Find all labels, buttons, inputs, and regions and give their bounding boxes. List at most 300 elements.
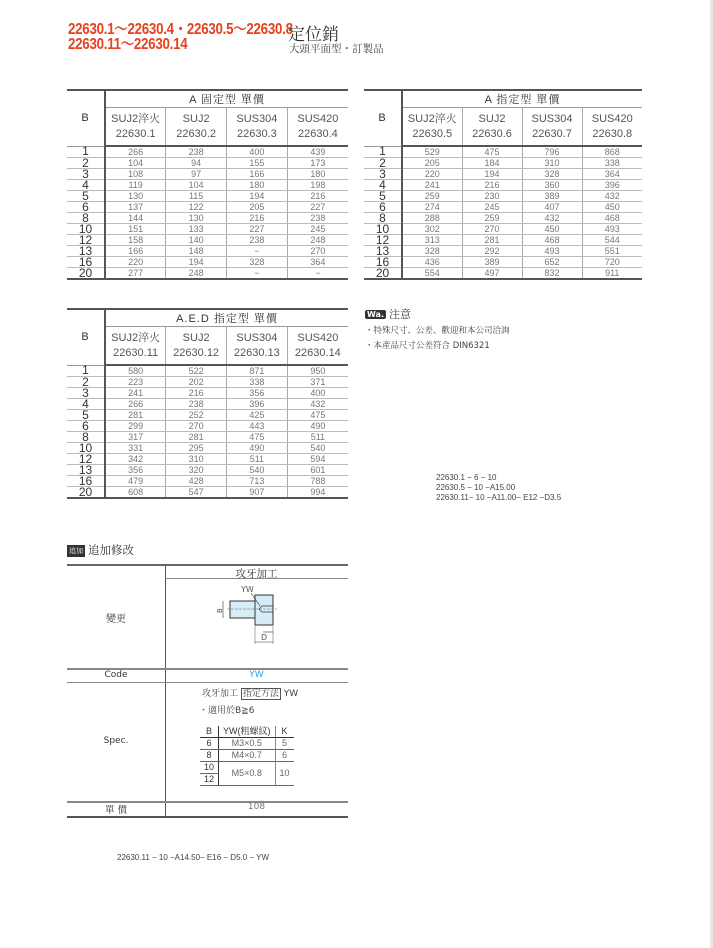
yw-cell: M3×0.5 [219,738,276,750]
price-cell: 796 [522,146,582,158]
price-cell: 468 [522,235,582,246]
table-row [67,202,348,213]
table-row [364,213,642,224]
addon-table [67,564,348,818]
price-cell: 788 [287,476,348,487]
column-header [227,327,288,366]
divider [165,566,166,816]
price-table-a-specified [364,89,642,280]
b-size: 12 [67,454,105,465]
price-cell: 432 [287,399,348,410]
b-size: 6 [364,202,402,213]
b-size: 2 [67,158,105,169]
price-cell: 371 [287,377,348,388]
price-cell: 299 [105,421,166,432]
part-code: 22630.11 [113,346,159,359]
b-size: 20 [67,268,105,280]
b-size: 5 [67,191,105,202]
b-size: 2 [67,377,105,388]
price-cell: 338 [582,158,642,169]
price-cell: 151 [105,224,166,235]
table-row [67,191,348,202]
price-cell: 166 [227,169,288,180]
code-value[interactable]: YW [249,670,264,680]
price-cell: 868 [582,146,642,158]
price-cell: 432 [522,213,582,224]
part-code: 22630.2 [176,127,216,140]
price-cell: 122 [166,202,227,213]
material: SUJ2 [182,112,210,125]
table-row [364,202,642,213]
b-size: 4 [67,399,105,410]
price-table-a-fixed [67,89,348,280]
price-cell: 313 [402,235,462,246]
b-size: 10 [67,443,105,454]
material: SUS420 [297,331,339,344]
price-cell: 328 [522,169,582,180]
table-row [67,158,348,169]
price-cell: 608 [105,487,166,499]
b-size: 10 [364,224,402,235]
price-cell: 407 [522,202,582,213]
table-row [67,257,348,268]
table-row [67,421,348,432]
price-cell: 911 [582,268,642,280]
price-cell: 443 [227,421,288,432]
addon-title: 追加修改 [88,543,134,557]
part-code: 22630.6 [472,127,512,140]
price-cell: 547 [166,487,227,499]
price-cell: 540 [227,465,288,476]
price-cell: 238 [227,235,288,246]
price-cell: 356 [227,388,288,399]
price-cell: 184 [462,158,522,169]
table-row [364,235,642,246]
price-cell: 241 [402,180,462,191]
column-header [166,327,227,366]
material: SUS420 [297,112,339,125]
b-size: 3 [67,169,105,180]
b-header: B [364,90,402,146]
table-row [364,146,642,158]
price-cell: 173 [287,158,348,169]
example-code: 22630.1 − 6 − 10 [436,473,497,482]
table-title: A 固定型 單價 [105,90,348,108]
price-cell: 94 [166,158,227,169]
codes-line-1: 22630.1～22630.4・22630.5～22630.8 [68,21,293,38]
price-cell: 104 [166,180,227,191]
price-cell: 360 [522,180,582,191]
b-size: 12 [67,235,105,246]
price-cell: 490 [287,421,348,432]
table-row [67,180,348,191]
b-size: 5 [364,191,402,202]
column-title: 攻牙加工 [235,568,278,580]
table-row [67,365,348,377]
price-cell: 713 [227,476,288,487]
table-row [67,432,348,443]
price-cell: 248 [166,268,227,280]
spec-line-2: ・適用於B≧6 [199,706,255,716]
price-cell: 270 [287,246,348,257]
material: SUS304 [236,331,278,344]
table-row [67,377,348,388]
price-cell: 259 [402,191,462,202]
price-cell: 317 [105,432,166,443]
price-cell: 295 [166,443,227,454]
price-cell: 432 [582,191,642,202]
price-cell: 439 [287,146,348,158]
price-label: 單 價 [104,805,128,816]
price-cell: 871 [227,365,288,377]
b-size: 6 [67,202,105,213]
table-row [67,146,348,158]
price-cell: 594 [287,454,348,465]
tapping-diagram [207,580,297,660]
table-row [67,443,348,454]
part-code: 22630.12 [173,346,220,359]
price-cell: 241 [105,388,166,399]
part-code: 22630.14 [294,346,341,359]
b-size: 12 [364,235,402,246]
price-cell: 292 [462,246,522,257]
b-size: 8 [364,213,402,224]
material: SUJ2淬火 [111,112,161,125]
price-cell: 194 [166,257,227,268]
material: SUS304 [236,112,278,125]
price-cell: 97 [166,169,227,180]
column-header [227,108,288,147]
price-cell: 220 [105,257,166,268]
yw-cell: 8 [200,750,219,762]
price-cell: 338 [227,377,288,388]
b-size: 1 [67,146,105,158]
price-cell: 270 [166,421,227,432]
price-cell: 216 [287,191,348,202]
b-header: B [67,309,105,365]
price-cell: 364 [582,169,642,180]
column-header [462,108,522,147]
b-size: 13 [364,246,402,257]
material: SUJ2淬火 [407,112,457,125]
price-cell: 194 [462,169,522,180]
product-subtitle: 大頭平面型・訂製品 [289,43,384,55]
part-code: 22630.3 [236,127,277,140]
spec-text: 攻牙加工 [202,689,239,699]
price-cell: 428 [166,476,227,487]
b-size: 3 [364,169,402,180]
price-cell: 389 [522,191,582,202]
price-cell: 238 [287,213,348,224]
price-cell: 907 [227,487,288,499]
table-row [364,246,642,257]
column-header [582,108,642,147]
price-cell: 396 [582,180,642,191]
table-row [364,169,642,180]
price-cell: 216 [462,180,522,191]
price-cell: 475 [227,432,288,443]
yw-header: B [200,726,219,738]
price-cell: 140 [166,235,227,246]
product-codes [68,22,293,52]
price-cell: 580 [105,365,166,377]
price-cell: 115 [166,191,227,202]
price-cell: 320 [166,465,227,476]
price-cell: 205 [227,202,288,213]
material: SUJ2淬火 [111,331,161,344]
price-cell: 230 [462,191,522,202]
price-cell: 450 [582,202,642,213]
part-code: 22630.4 [297,127,338,140]
part-code: 22630.8 [592,127,633,140]
price-cell: 281 [166,432,227,443]
addon-badge-icon: 追加 [69,547,83,555]
price-cell: 180 [227,180,288,191]
table-row [67,235,348,246]
order-example: 22630.11 − 10 −A14.50− E16 − D5.0 − YW [117,853,270,862]
notes-heading [365,306,411,322]
price-cell: 155 [227,158,288,169]
price-cell: 479 [105,476,166,487]
price-cell: 245 [287,224,348,235]
price-cell: 400 [227,146,288,158]
price-cell: 130 [166,213,227,224]
note-item: ・本產品尺寸公差符合 DIN6321 [365,341,490,351]
table-row [67,169,348,180]
yw-spec-table [200,726,294,786]
yw-cell: 6 [200,738,219,750]
yw-cell: 6 [275,750,294,762]
price-value: 108 [247,802,266,812]
b-size: 13 [67,246,105,257]
price-cell: 133 [166,224,227,235]
table-row [67,388,348,399]
price-cell: 475 [287,410,348,421]
table-row [67,213,348,224]
b-size: 10 [67,224,105,235]
b-size: 1 [364,146,402,158]
part-code: 22630.13 [233,346,280,359]
price-cell: 166 [105,246,166,257]
price-cell: 601 [287,465,348,476]
b-size: 8 [67,213,105,224]
price-cell: 198 [287,180,348,191]
price-cell: 310 [166,454,227,465]
yw-cell: M4×0.7 [219,750,276,762]
table-row [67,246,348,257]
b-size: 5 [67,410,105,421]
column-header [166,108,227,147]
price-cell: 356 [105,465,166,476]
price-cell: 223 [105,377,166,388]
table-row [364,180,642,191]
product-name: 定位銷 [288,25,339,45]
table-row [67,465,348,476]
price-cell: 277 [105,268,166,280]
price-cell: 194 [227,191,288,202]
price-cell: 400 [287,388,348,399]
b-size: 16 [67,257,105,268]
addon-heading [67,542,134,558]
b-size: 16 [67,476,105,487]
price-cell: 994 [287,487,348,499]
spec-label: Spec. [103,736,129,746]
table-row [67,487,348,499]
table-row [364,268,642,280]
b-size: 4 [364,180,402,191]
price-cell: 259 [462,213,522,224]
yw-cell: M5×0.8 [219,762,276,786]
price-cell: 130 [105,191,166,202]
codes-line-2: 22630.11～22630.14 [68,36,188,53]
price-cell: 396 [227,399,288,410]
price-cell: 450 [522,224,582,235]
table-row [67,476,348,487]
price-cell: 540 [287,443,348,454]
price-cell: 216 [166,388,227,399]
yw-label: YW [241,585,254,594]
price-cell: 119 [105,180,166,191]
price-cell: 310 [522,158,582,169]
price-cell: 274 [402,202,462,213]
b-size: 3 [67,388,105,399]
price-cell: 389 [462,257,522,268]
table-row [67,399,348,410]
price-cell: 108 [105,169,166,180]
price-cell: 266 [105,146,166,158]
warning-badge-icon: Wa. [367,310,384,319]
row-label-change: 變更 [106,614,126,625]
example-code: 22630.5 − 10 −A15.00 [436,483,516,492]
price-cell: 364 [287,257,348,268]
yw-header: YW(粗螺紋) [219,726,276,738]
price-cell: 522 [166,365,227,377]
code-label: Code [104,670,128,680]
example-code: 22630.11− 10 −A11.00− E12 −D3.5 [436,493,562,502]
price-cell: 252 [166,410,227,421]
price-cell: 148 [166,246,227,257]
table-title: A.E.D 指定型 單價 [105,309,348,327]
table-row [67,224,348,235]
b-size: 2 [364,158,402,169]
yw-cell: 10 [275,762,294,786]
price-cell: 238 [166,399,227,410]
column-header [105,108,166,147]
price-table-aed-specified [67,308,348,499]
price-cell: 288 [402,213,462,224]
notes-title: 注意 [388,308,411,321]
price-cell: 950 [287,365,348,377]
price-cell: 270 [462,224,522,235]
column-header [402,108,462,147]
price-cell: 554 [402,268,462,280]
material: SUJ2 [478,112,506,125]
price-cell: − [287,268,348,280]
price-cell: 137 [105,202,166,213]
price-cell: 436 [402,257,462,268]
price-cell: 238 [166,146,227,158]
table-row [67,268,348,280]
price-cell: 544 [582,235,642,246]
spec-code: YW [283,689,299,699]
b-size: 16 [364,257,402,268]
price-cell: 202 [166,377,227,388]
part-code: 22630.5 [412,127,453,140]
b-size: 20 [364,268,402,280]
price-cell: 245 [462,202,522,213]
price-cell: 331 [105,443,166,454]
part-code: 22630.1 [115,127,156,140]
yw-cell: 12 [200,774,219,786]
material: SUS420 [591,112,633,125]
price-cell: 342 [105,454,166,465]
price-cell: 475 [462,146,522,158]
spec-line-1 [202,686,298,699]
price-cell: 529 [402,146,462,158]
b-header: B [67,90,105,146]
d-label: D [261,633,268,642]
column-header [522,108,582,147]
column-header [105,327,166,366]
price-cell: 266 [105,399,166,410]
part-code: 22630.7 [532,127,572,140]
price-cell: 302 [402,224,462,235]
price-cell: 205 [402,158,462,169]
price-cell: 281 [462,235,522,246]
column-header [287,108,348,147]
table-row [67,410,348,421]
price-cell: 652 [522,257,582,268]
b-size: 1 [67,365,105,377]
material: SUJ2 [182,331,210,344]
price-cell: 493 [582,224,642,235]
price-cell: 216 [227,213,288,224]
divider [67,682,348,683]
price-cell: − [227,268,288,280]
table-row [364,191,642,202]
price-cell: 180 [287,169,348,180]
price-cell: 220 [402,169,462,180]
b-label: B [216,608,224,613]
price-cell: 281 [105,410,166,421]
yw-cell: 10 [200,762,219,774]
price-cell: 328 [402,246,462,257]
price-cell: 490 [227,443,288,454]
price-cell: 497 [462,268,522,280]
price-cell: 227 [287,202,348,213]
note-item: ・特殊尺寸、公差、歡迎和本公司洽詢 [365,326,510,336]
price-cell: 227 [227,224,288,235]
b-size: 4 [67,180,105,191]
b-size: 8 [67,432,105,443]
yw-cell: 5 [275,738,294,750]
b-size: 13 [67,465,105,476]
yw-header: K [275,726,294,738]
price-cell: 425 [227,410,288,421]
price-cell: − [227,246,288,257]
price-cell: 144 [105,213,166,224]
price-cell: 158 [105,235,166,246]
b-size: 20 [67,487,105,499]
spec-method-box: 指定方法 [242,689,279,699]
price-cell: 511 [287,432,348,443]
price-cell: 511 [227,454,288,465]
price-cell: 328 [227,257,288,268]
price-cell: 832 [522,268,582,280]
price-cell: 551 [582,246,642,257]
material: SUS304 [531,112,573,125]
price-cell: 720 [582,257,642,268]
